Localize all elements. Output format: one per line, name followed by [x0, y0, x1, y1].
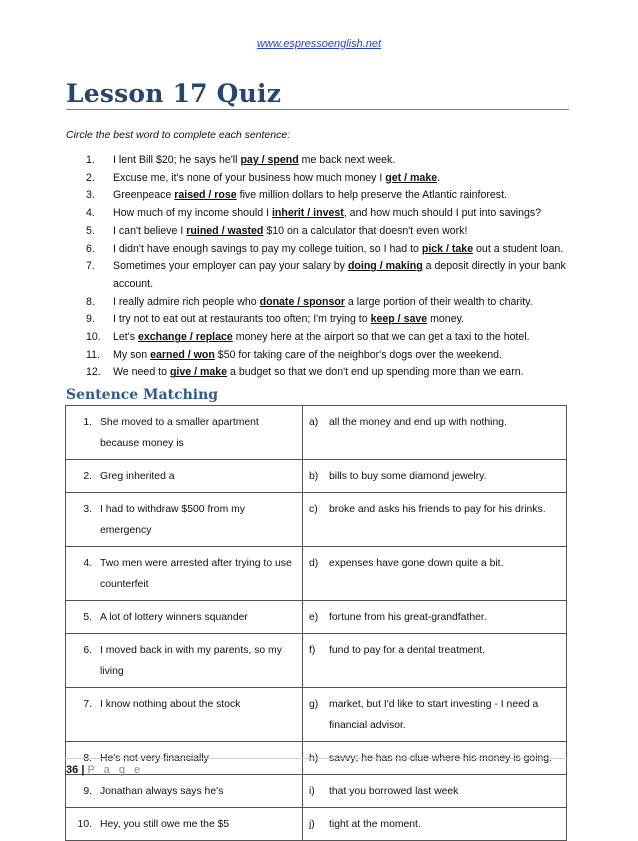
question-text-before: I really admire rich people who [113, 295, 260, 308]
sentence-end-text: broke and asks his friends to pay for his drinks. [329, 504, 546, 515]
matching-section-title: Sentence Matching [66, 387, 219, 403]
sentence-number: 4. [83, 558, 92, 569]
sentence-start-cell [66, 688, 303, 742]
quiz-question [86, 187, 576, 205]
quiz-question [86, 294, 576, 312]
sentence-end-cell [303, 688, 567, 742]
page-label: P a g e [87, 764, 144, 776]
question-text-before: I lent Bill $20; he says he'll [113, 154, 241, 166]
footer-separator: | [81, 764, 85, 776]
option-letter: j) [309, 819, 315, 830]
question-text [113, 329, 576, 347]
question-text-before: My son [113, 348, 151, 361]
matching-row [66, 601, 567, 634]
question-text [113, 294, 576, 312]
sentence-end-text: fortune from his great-grandfather. [329, 612, 487, 623]
sentence-end-text: all the money and end up with nothing. [329, 417, 507, 428]
page-number: 36 [66, 764, 79, 776]
question-number: 11. [86, 348, 100, 361]
answer-choice[interactable]: exchange / replace [138, 331, 233, 344]
question-text [113, 258, 576, 293]
quiz-question [86, 347, 576, 365]
question-text [113, 223, 576, 241]
sentence-end-text: tight at the moment. [329, 819, 421, 830]
answer-choice[interactable]: earned / won [150, 348, 215, 361]
title-divider [66, 109, 569, 110]
quiz-instructions: Circle the best word to complete each sentence: [66, 129, 291, 141]
question-text [113, 364, 576, 382]
quiz-question [86, 329, 576, 347]
matching-row [66, 808, 567, 841]
question-text-after: a large portion of their wealth to charity. [344, 295, 533, 308]
sentence-start-text: I know nothing about the stock [100, 699, 241, 710]
sentence-start-cell [66, 634, 303, 688]
matching-row [66, 775, 567, 808]
option-letter: a) [309, 417, 319, 428]
sentence-number: 3. [83, 504, 92, 515]
sentence-number: 1. [83, 417, 92, 428]
question-text-after: out a student loan. [473, 242, 564, 255]
sentence-end-text: expenses have gone down quite a bit. [329, 558, 504, 569]
footer-divider [65, 758, 568, 759]
sentence-start-text: I had to withdraw $500 from my emergency [100, 504, 245, 536]
question-text-after: money here at the airport so that we can get a taxi to the hotel. [232, 331, 530, 344]
question-number: 1. [86, 154, 95, 166]
sentence-start-text: I moved back in with my parents, so my living [100, 645, 282, 677]
page-title: Lesson 17 Quiz [66, 79, 282, 108]
matching-row [66, 634, 567, 688]
question-text-after: me back next week. [298, 154, 396, 166]
question-text-before: How much of my income should I [113, 207, 272, 220]
option-letter: i) [309, 786, 315, 797]
sentence-end-cell [303, 601, 567, 634]
answer-choice[interactable]: pay / spend [240, 154, 299, 166]
answer-choice[interactable]: inherit / invest [271, 207, 344, 220]
answer-choice[interactable]: give / make [169, 366, 228, 379]
sentence-end-cell [303, 547, 567, 601]
question-number: 8. [86, 295, 95, 308]
question-text [113, 170, 576, 188]
matching-row [66, 688, 567, 742]
quiz-question-list [86, 152, 576, 382]
question-text [113, 311, 576, 329]
question-number: 7. [86, 260, 95, 273]
quiz-question [86, 170, 576, 188]
question-text [113, 241, 576, 259]
quiz-question [86, 152, 576, 170]
sentence-number: 7. [83, 699, 92, 710]
question-text-after: a budget so that we don't end up spending more than we earn. [227, 366, 524, 379]
question-text-before: We need to [113, 366, 170, 379]
answer-choice[interactable]: keep / save [370, 313, 428, 326]
sentence-end-cell [303, 493, 567, 547]
sentence-start-cell [66, 601, 303, 634]
sentence-number: 10. [77, 819, 92, 830]
option-letter: c) [309, 504, 318, 515]
answer-choice[interactable]: pick / take [421, 242, 474, 255]
question-text-after: , and how much should I put into savings? [343, 207, 542, 220]
sentence-end-text: that you borrowed last week [329, 786, 459, 797]
sentence-end-cell [303, 634, 567, 688]
question-number: 12. [86, 366, 101, 379]
sentence-start-text: Jonathan always says he's [100, 786, 224, 797]
sentence-end-cell [303, 460, 567, 493]
sentence-start-text: Greg inherited a [100, 471, 175, 482]
sentence-start-cell [66, 493, 303, 547]
question-text-before: Let's [113, 331, 138, 344]
sentence-start-text: A lot of lottery winners squander [100, 612, 248, 623]
quiz-question [86, 311, 576, 329]
question-number: 2. [86, 171, 95, 184]
question-number: 4. [86, 207, 95, 220]
page-footer [66, 764, 143, 776]
option-letter: f) [309, 645, 316, 656]
quiz-question [86, 241, 576, 259]
sentence-end-cell [303, 775, 567, 808]
question-text-after: money. [427, 313, 465, 326]
question-text-after: $50 for taking care of the neighbor's dogs over the weekend. [214, 348, 502, 361]
sentence-start-cell [66, 775, 303, 808]
question-text [113, 187, 576, 205]
question-text-after: $10 on a calculator that doesn't even work! [263, 224, 468, 237]
sentence-end-cell [303, 406, 567, 460]
question-number: 3. [86, 189, 95, 202]
sentence-start-cell [66, 460, 303, 493]
option-letter: g) [309, 699, 319, 710]
sentence-start-text: Two men were arrested after trying to use counterfeit [100, 558, 292, 590]
question-text [113, 347, 576, 365]
matching-row [66, 406, 567, 460]
sentence-end-cell [303, 808, 567, 841]
sentence-number: 6. [83, 645, 92, 656]
question-text-before: Sometimes your employer can pay your salary by [113, 260, 348, 273]
matching-row [66, 460, 567, 493]
answer-choice[interactable]: donate / sponsor [259, 295, 345, 308]
matching-row [66, 547, 567, 601]
option-letter: b) [309, 471, 319, 482]
sentence-start-cell [66, 808, 303, 841]
site-url-link[interactable]: www.espressoenglish.net [256, 38, 382, 50]
question-text [113, 205, 576, 223]
quiz-question [86, 205, 576, 223]
question-text-before: Greenpeace [113, 189, 175, 202]
question-text-after: . [437, 171, 441, 184]
sentence-number: 5. [83, 612, 92, 623]
question-text [113, 152, 576, 170]
answer-choice[interactable]: get / make [385, 171, 438, 184]
question-number: 5. [86, 224, 95, 237]
question-text-before: I try not to eat out at restaurants too often; I'm trying to [113, 313, 371, 326]
question-text-after: five million dollars to help preserve the Atlantic rainforest. [236, 189, 507, 202]
question-number: 9. [86, 313, 95, 326]
answer-choice[interactable]: raised / rose [174, 189, 237, 202]
question-text-before: Excuse me, it's none of your business how much money I [113, 171, 386, 184]
question-text-after: a deposit directly in your bank account. [113, 260, 566, 290]
quiz-question [86, 223, 576, 241]
option-letter: d) [309, 558, 319, 569]
question-text-before: I didn't have enough savings to pay my college tuition, so I had to [113, 242, 422, 255]
question-number: 10. [86, 331, 101, 344]
sentence-start-cell [66, 406, 303, 460]
option-letter: e) [309, 612, 319, 623]
answer-choice[interactable]: ruined / wasted [186, 224, 264, 237]
sentence-number: 9. [83, 786, 92, 797]
sentence-end-text: fund to pay for a dental treatment. [329, 645, 485, 656]
matching-row [66, 493, 567, 547]
sentence-start-text: Hey, you still owe me the $5 [100, 819, 230, 830]
question-number: 6. [86, 242, 95, 255]
sentence-end-text: bills to buy some diamond jewelry. [329, 471, 487, 482]
quiz-question [86, 258, 576, 293]
sentence-number: 2. [83, 471, 92, 482]
sentence-start-text: She moved to a smaller apartment because money is [100, 417, 259, 449]
answer-choice[interactable]: doing / making [347, 260, 423, 273]
sentence-start-cell [66, 547, 303, 601]
quiz-question [86, 364, 576, 382]
sentence-end-text: market, but I'd like to start investing - I need a financial advisor. [329, 699, 539, 731]
question-text-before: I can't believe I [113, 224, 187, 237]
